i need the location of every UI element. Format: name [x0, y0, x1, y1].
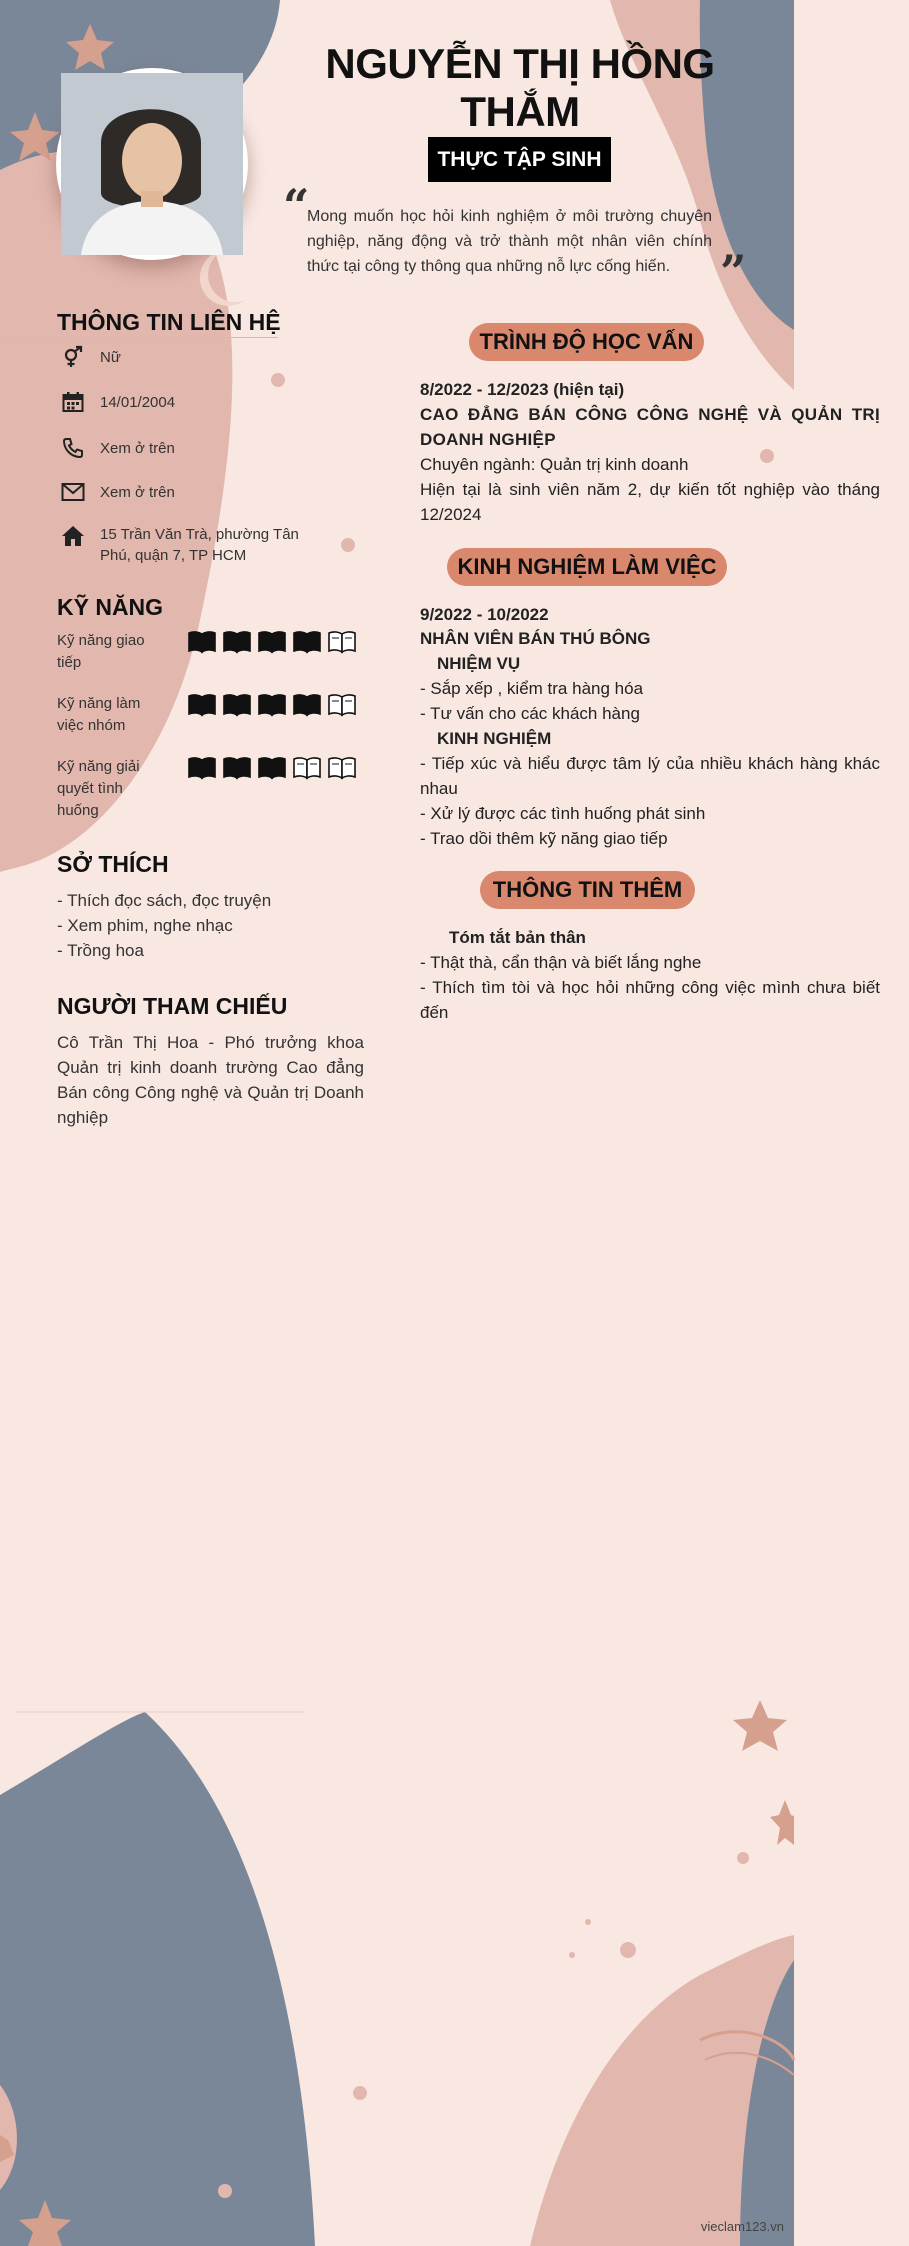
- skill-label: Kỹ năng giải quyết tình huống: [57, 758, 140, 819]
- site-watermark: vieclam123.vn: [700, 2219, 784, 2234]
- book-filled-icon: [187, 756, 217, 780]
- avatar: [56, 68, 248, 260]
- contact-divider: [0, 337, 278, 338]
- experience-position: NHÂN VIÊN BÁN THÚ BÔNG: [420, 629, 651, 648]
- avatar-photo: [61, 73, 243, 255]
- extra-subtitle: Tóm tắt bản thân: [449, 928, 586, 947]
- phone-text: Xem ở trên: [100, 439, 175, 457]
- calendar-icon: [60, 390, 86, 414]
- candidate-name: NGUYỄN THỊ HỒNG THẮM: [325, 40, 715, 135]
- home-icon: [60, 524, 86, 548]
- hobby-item: - Trồng hoa: [57, 941, 144, 960]
- book-filled-icon: [222, 630, 252, 654]
- gender-text: Nữ: [100, 348, 121, 366]
- skill-rating: [187, 630, 357, 654]
- extra-item: - Thật thà, cẩn thận và biết lắng nghe: [420, 953, 702, 972]
- extra-info-section-title: THÔNG TIN THÊM: [480, 871, 695, 909]
- lesson-item: - Xử lý được các tình huống phát sinh: [420, 804, 706, 823]
- education-school: CAO ĐẲNG BÁN CÔNG CÔNG NGHỆ VÀ QUẢN TRỊ DOANH NGHIỆP: [420, 405, 880, 449]
- lessons-title: KINH NGHIỆM: [437, 729, 552, 748]
- skill-row: [57, 693, 357, 737]
- book-empty-icon: [327, 693, 357, 717]
- book-empty-icon: [327, 630, 357, 654]
- skill-rating: [187, 756, 357, 780]
- extra-item: - Thích tìm tòi và học hỏi những công việc mình chưa biết đến: [420, 978, 880, 1022]
- book-filled-icon: [257, 630, 287, 654]
- book-filled-icon: [257, 756, 287, 780]
- email-text: Xem ở trên: [100, 483, 175, 501]
- contact-address: [60, 524, 330, 566]
- hobby-item: - Xem phim, nghe nhạc: [57, 916, 233, 935]
- duties-title: NHIỆM VỤ: [437, 654, 521, 673]
- book-filled-icon: [187, 693, 217, 717]
- contact-email: [60, 480, 175, 504]
- mail-icon: [60, 480, 86, 504]
- contact-birthday: [60, 390, 175, 414]
- skill-row: [57, 756, 357, 822]
- book-filled-icon: [292, 693, 322, 717]
- education-section-title: TRÌNH ĐỘ HỌC VẤN: [469, 323, 704, 361]
- experience-period: 9/2022 - 10/2022: [420, 605, 549, 624]
- education-note: Hiện tại là sinh viên năm 2, dự kiến tốt nghiệp vào tháng 12/2024: [420, 480, 880, 524]
- book-filled-icon: [222, 693, 252, 717]
- contact-gender: [60, 345, 121, 369]
- career-objective: Mong muốn học hỏi kinh nghiệm ở môi trường chuyên nghiệp, năng động và trở thành một nhân viên chính thức tại công ty thông qua những nỗ lực cống hiến.: [307, 208, 712, 275]
- book-empty-icon: [292, 756, 322, 780]
- duty-item: - Tư vấn cho các khách hàng: [420, 704, 640, 723]
- job-title-badge: THỰC TẬP SINH: [428, 137, 611, 182]
- quote-open-icon: “: [283, 179, 310, 233]
- experience-section-title: KINH NGHIỆM LÀM VIỆC: [447, 548, 727, 586]
- birthday-text: 14/01/2004: [100, 393, 176, 411]
- education-period: 8/2022 - 12/2023 (hiện tại): [420, 380, 625, 399]
- book-filled-icon: [257, 693, 287, 717]
- book-filled-icon: [187, 630, 217, 654]
- quote-close-icon: ”: [720, 245, 747, 299]
- skill-row: [57, 630, 357, 674]
- skill-label: Kỹ năng làm việc nhóm: [57, 695, 141, 734]
- lesson-item: - Trao dồi thêm kỹ năng giao tiếp: [420, 829, 668, 848]
- references-section-title: NGƯỜI THAM CHIẾU: [57, 993, 288, 1019]
- education-major: Chuyên ngành: Quản trị kinh doanh: [420, 455, 689, 474]
- skills-section-title: KỸ NĂNG: [57, 594, 164, 620]
- address-text: 15 Trần Văn Trà, phường Tân Phú, quận 7, TP HCM: [100, 526, 299, 564]
- skill-label: Kỹ năng giao tiếp: [57, 632, 145, 671]
- skill-rating: [187, 693, 357, 717]
- hobbies-section-title: SỞ THÍCH: [57, 851, 169, 877]
- book-empty-icon: [327, 756, 357, 780]
- duty-item: - Sắp xếp , kiểm tra hàng hóa: [420, 679, 644, 698]
- phone-icon: [60, 436, 86, 460]
- contact-phone: [60, 436, 175, 460]
- book-filled-icon: [292, 630, 322, 654]
- gender-icon: [60, 345, 86, 369]
- lesson-item: - Tiếp xúc và hiểu được tâm lý của nhiều khách hàng khác nhau: [420, 754, 880, 798]
- hobby-item: - Thích đọc sách, đọc truyện: [57, 891, 272, 910]
- reference-text: Cô Trần Thị Hoa - Phó trưởng khoa Quản trị kinh doanh trường Cao đẳng Bán công Công nghệ và Quản trị Doanh nghiệp: [57, 1033, 364, 1127]
- contact-section-title: THÔNG TIN LIÊN HỆ: [57, 309, 281, 335]
- book-filled-icon: [222, 756, 252, 780]
